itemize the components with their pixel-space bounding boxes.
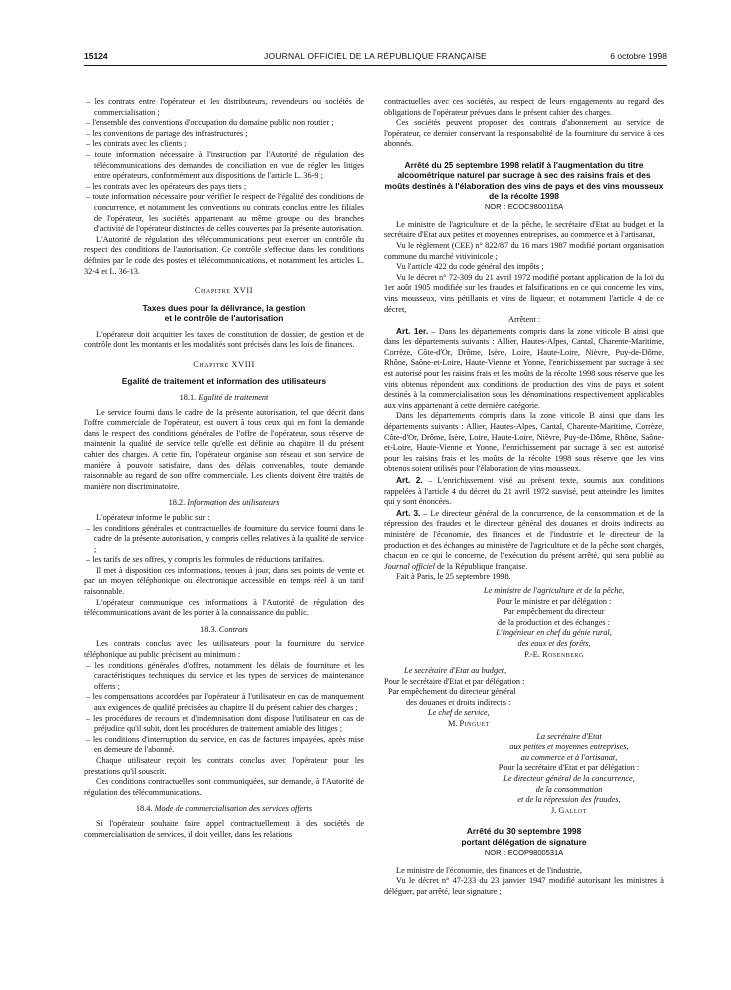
paragraph: L'opérateur communique ces informations à l'Autorité de régulation des télécommunications avant de les porter à la connaissance du public. — [84, 597, 364, 618]
nor-reference: NOR : ECOC9800115A — [484, 202, 564, 212]
header-rule — [84, 65, 667, 66]
list-item: – les conventions de partage des infrastructures ; — [86, 128, 248, 138]
paragraph: L'Autorité de régulation des télécommunications peut exercer un contrôle du respect des conditions de l'autorisation. Ce contrôle s'effectue dans les conditions définies par le code des postes et télécommunications, et notamment les articles L. 32-4 et L. 36-13. — [84, 234, 364, 276]
list-item: – toute information nécessaire à l'instruction par l'Autorité de régulation des télécommunications des demandes de conciliation en vue de régler les litiges entre opérateurs, conformément aux dispositions de l'article L. 36-9 ; — [86, 149, 364, 181]
chapter-title: Egalité de traitement et information des utilisateurs — [121, 376, 327, 387]
paragraph: Le ministre de l'économie, des finances et de l'industrie, — [396, 865, 582, 875]
list-item: – l'ensemble des conventions d'occupation du domaine public non routier ; — [86, 118, 334, 128]
paragraph: Si l'opérateur souhaite faire appel contractuellement à des sociétés de commercialisation de services, il doit veiller, dans les relations — [84, 818, 364, 839]
list-item: – les conditions générales et contractuelles de fourniture du service fourni dans le cadre de la présente autorisation, y compris celles relatives à la qualité de service ; — [86, 523, 364, 554]
section-heading: 18.4. Mode de commercialisation des services offerts — [135, 804, 313, 814]
arretent: Arrêtent : — [507, 315, 541, 325]
signature-block-budget: Le secrétaire d'Etat au budget, Pour le secrétaire d'Etat et par délégation : Par empêchement du directeur général des douanes et droits indirects : Le chef de service, M. Pinguet — [384, 666, 525, 729]
chapter-heading: Chapitre XVIII — [193, 359, 255, 369]
fait-a-paris: Fait à Paris, le 25 septembre 1998. — [396, 572, 511, 582]
paragraph: Les contrats conclus avec les utilisateurs pour la fourniture du service téléphonique au public précisent au minimum : — [84, 639, 364, 660]
list-item: – les conditions générales d'offres, notamment les délais de fourniture et les caractéristiques techniques du service et les types de services de maintenance offerts ; — [86, 660, 364, 691]
nor-reference: NOR : ECOP9800531A — [484, 848, 564, 857]
list-item: – les compensations accordées par l'opérateur à l'utilisateur en cas de manquement aux exigences de qualité précisées au chapitre II du présent cahier des charges ; — [86, 692, 364, 712]
article-3: Art. 3. – Le directeur général de la concurrence, de la consommation et de la répression des fraudes et le directeur général des douanes et droits indirects au ministère de l'économie, des finances et de l'industrie et le directeur de la production et des échanges au ministère de l'agriculture et de la pêche sont chargés, chacun en ce qui le concerne, de l'exécution du présent arrêté, qui sera publié au Journal officiel de la République française. — [384, 507, 664, 571]
list-item: – les contrats avec les opérateurs des pays tiers ; — [86, 181, 247, 191]
article-2: Art. 2. – L'enrichissement visé au présent texte, soumis aux conditions rappelées à l'article 4 du décret du 21 avril 1972 susvisé, peut atteindre les limites qui y sont énoncées. — [384, 475, 665, 507]
right-column — [384, 97, 664, 897]
paragraph: L'opérateur informe le public sur : — [96, 512, 210, 522]
paragraph: L'opérateur doit acquitter les taxes de constitution de dossier, de gestion et de contrôle dont les montants et les modalités sont précisés dans les lois de finances. — [84, 329, 364, 350]
decree-title-2: Arrêté du 30 septembre 1998 portant délégation de signature — [461, 826, 587, 847]
page-header — [84, 50, 667, 64]
paragraph: Ces sociétés peuvent proposer des contrats d'abonnement au service de l'opérateur, ce dernier conservant la responsabilité de la fourniture du service à ces abonnés. — [384, 118, 664, 149]
decree-title: Arrêté du 25 septembre 1998 relatif à l'augmentation du titre alcoométrique naturel par sucrage à sec des raisins frais et des moûts destinés à l'élaboration des vins de pays et des vins mousseux de la récolte 1998 — [384, 159, 664, 201]
paragraph: Vu le décret n° 47-233 du 23 janvier 1947 modifié autorisant les ministres à déléguer, par arrêté, leur signature ; — [384, 876, 664, 896]
signature-block-commerce: La secrétaire d'Etat aux petites et moyennes entreprises, au commerce et à l'artisanat, Pour la secrétaire d'Etat et par délégation : Le directeur général de la concurrence, de la consommation et de la répression des fraudes, J. Gallot — [498, 731, 640, 815]
list-item: – les contrats avec les clients ; — [86, 139, 187, 149]
issue-date: 6 octobre 1998 — [610, 51, 667, 61]
list-item: – les procédures de recours et d'indemnisation dont dispose l'utilisateur en cas de préjudice qu'il subit, dont les procédures de traitement amiable des litiges ; — [86, 713, 364, 734]
section-heading: 18.1. Egalité de traitement — [179, 392, 269, 402]
paragraph: Le ministre de l'agriculture et de la pêche, le secrétaire d'Etat au budget et la secrétaire d'Etat aux petites et moyennes entreprises, au commerce et à l'artisanat, — [384, 219, 664, 240]
paragraph: Le service fourni dans le cadre de la présente autorisation, tel que décrit dans l'offre commerciale de l'opérateur, est ouvert à tous ceux qui en font la demande dans le respect des conditions générales de l'offre de l'opérateur, sous réserve de maintenir la qualité de service telle qu'elle est définie au chapitre II du présent cahier des charges. A cette fin, l'opérateur organise son réseau et son service de manière à pouvoir satisfaire, dans des délais convenables, toute demande raisonnable au regard de son offre commerciale. Les clients doivent être traités de manière non discriminatoire. — [84, 407, 364, 491]
page-number: 15124 — [84, 51, 108, 61]
list-item: – toute information nécessaire pour vérifier le respect de l'égalité des conditions de concurrence, et notamment les conventions ou contrats conclus entre les filiales de l'opérateur, les sociétés appartenant au même groupe ou des branches d'activité de l'opérateur distinctes de celles couvertes par la présente autorisation. — [86, 192, 364, 234]
list-item: – les tarifs de ses offres, y compris les formules de réductions tarifaires. — [86, 555, 325, 565]
journal-title: JOURNAL OFFICIEL DE LA RÉPUBLIQUE FRANÇAISE — [264, 51, 487, 61]
left-column — [84, 97, 364, 840]
paragraph: Ces conditions contractuelles sont communiquées, sur demande, à l'Autorité de régulation des télécommunications. — [84, 777, 364, 797]
list-item: – les conditions d'interruption du service, en cas de factures impayées, après mise en demeure de l'abonné. — [86, 734, 364, 755]
section-heading: 18.2. Information des utilisateurs — [168, 498, 280, 508]
list-item: – les contrats entre l'opérateur et les distributeurs, revendeurs ou sociétés de commercialisation ; — [86, 97, 364, 117]
paragraph: Vu le règlement (CEE) n° 822/87 du 16 mars 1987 modifié portant organisation commune du marché vitivinicole ; — [384, 240, 664, 261]
section-heading: 18.3. Contrats — [200, 624, 248, 634]
paragraph: Dans les départements compris dans la zone viticole B ainsi que dans les départements suivants : Allier, Hautes-Alpes, Cantal, Charente-Maritime, Corrèze, Côte-d'Or, Drôme, Isère, Loire, Haute-Loire, Nièvre, Puy-de-Dôme, Rhône, Saône-et-Loire, Haute-Vienne et Yonne, l'enrichissement par sucrage à sec est autorisé pour les raisins frais et les moûts de la récolte 1998 sous réserve que les vins obtenus soient utilisés pour l'élaboration de vins mousseux. — [384, 411, 664, 474]
chapter-title: Taxes dues pour la délivrance, la gestion et le contrôle de l'autorisation — [142, 302, 306, 324]
signature-block-agriculture: Le ministre de l'agriculture et de la pêche, Pour le ministre et par délégation : Par empêchement du directeur de la production et des échanges : L'ingénieur en chef du génie rural, des eaux et des forêts, P.-E. Rosenberg — [483, 585, 625, 659]
paragraph: Vu l'article 422 du code général des impôts ; — [396, 262, 544, 272]
paragraph: Chaque utilisateur reçoit les contrats conclus avec l'opérateur pour les prestations qu'il souscrit. — [84, 755, 364, 776]
chapter-heading: Chapitre XVII — [194, 286, 254, 296]
paragraph: Il met à disposition ces informations, tenues à jour, dans ses points de vente et par un moyen téléphonique ou électronique accessible en temps réel à un tarif raisonnable. — [84, 565, 364, 597]
bullet-list-obligations — [84, 97, 364, 235]
article-1: Art. 1er. – Dans les départements compris dans la zone viticole B ainsi que dans les départements suivants : Allier, Hautes-Alpes, Cantal, Charente-Maritime, Corrèze, Côte-d'Or, Drôme, Isère, Loire, Haute-Loire, Nièvre, Puy-de-Dôme, Rhône, Saône-et-Loire, Haute-Vienne et Yonne, l'enrichissement par sucrage à sec est autorisé pour les raisins frais et les moûts de la récolte 1998 sous réserve que les vins obtenus répondent aux conditions de production des vins de pays et soient destinés à la commercialisation sous les dénominations respectivement applicables aux vins appartenant à cette dernière catégorie. — [384, 325, 664, 410]
paragraph: Vu le décret n° 72-309 du 21 avril 1972 modifié portant application de la loi du 1er août 1905 modifiée sur les fraudes et falsifications en ce qui concerne les vins, vins mousseux, vins pétillants et vins de liqueur, et notamment l'article 4 de ce décret, — [384, 272, 664, 314]
paragraph: contractuelles avec ces sociétés, au respect de leurs engagements au regard des obligations de l'opérateur prévues dans le présent cahier des charges. — [384, 97, 664, 117]
